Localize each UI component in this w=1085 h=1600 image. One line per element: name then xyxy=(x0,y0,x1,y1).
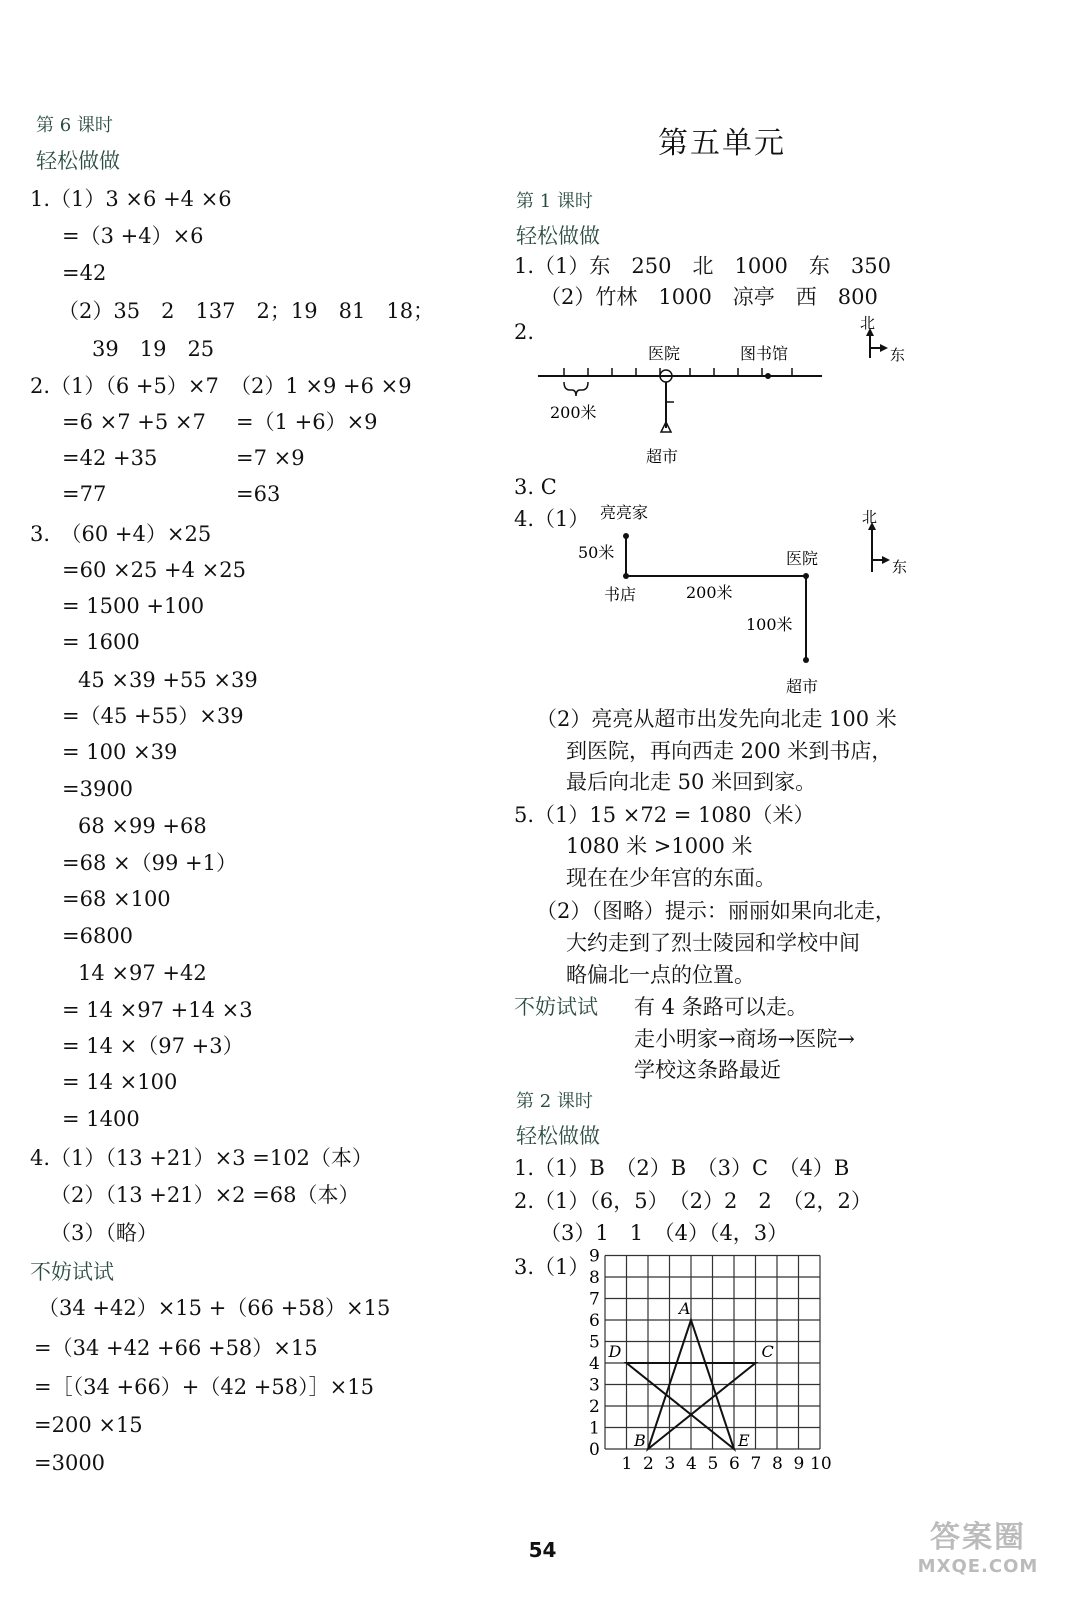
map2-d1: 50米 xyxy=(578,543,615,562)
try-title: 不妨试试 xyxy=(30,1260,114,1284)
point-label: A xyxy=(679,1299,691,1318)
r-try-line: 走小明家→商场→医院→ xyxy=(634,1027,855,1051)
unit-title: 第五单元 xyxy=(658,126,786,161)
q3-line: = 1500 +100 xyxy=(62,594,205,618)
map2-north: 北 xyxy=(862,508,878,526)
watermark-logo xyxy=(903,1520,1053,1578)
y-tick-label: 1 xyxy=(589,1418,600,1439)
q2-row-b: =7 ×9 xyxy=(236,446,305,470)
q3-line: =60 ×25 +4 ×25 xyxy=(62,558,246,582)
map2-d2: 200米 xyxy=(686,583,733,602)
lesson-title: 第 1 课时 xyxy=(516,191,593,212)
l2-q2-line: 2.（1）（6，5） （2）2 2 （2，2） xyxy=(514,1189,872,1213)
q3-line: 45 ×39 +55 ×39 xyxy=(78,668,258,692)
q1-line: （2）35 2 137 2；19 81 18； xyxy=(58,299,435,323)
map-diagram-1 xyxy=(530,310,930,470)
map2-bookstore: 书店 xyxy=(604,585,637,604)
map1-north: 北 xyxy=(860,314,876,332)
r-q4-2-line: 到医院，再向西走 200 米到书店， xyxy=(566,739,893,763)
section-title: 轻松做做 xyxy=(36,149,120,173)
lesson-title: 第 6 课时 xyxy=(36,115,113,136)
q3-line: 3. （60 +4）×25 xyxy=(30,522,212,546)
q4-line: （3）（略） xyxy=(50,1221,158,1245)
watermark-big: 答案圈 xyxy=(930,1520,1026,1555)
q3-line: 14 ×97 +42 xyxy=(78,961,207,985)
x-tick-label: 4 xyxy=(686,1454,697,1474)
try-line: =［（34 +66）+（42 +58）］×15 xyxy=(34,1375,374,1399)
q2-head-b: （2）1 ×9 +6 ×9 xyxy=(230,374,412,398)
x-tick-label: 6 xyxy=(729,1454,740,1474)
r-q1-line: （2）竹林 1000 凉亭 西 800 xyxy=(540,285,878,309)
map2-home: 亮亮家 xyxy=(600,503,649,522)
q3-line: 68 ×99 +68 xyxy=(78,814,207,838)
point-label: B xyxy=(634,1431,646,1450)
try-title: 不妨试试 xyxy=(514,995,598,1019)
r-q2-num: 2. xyxy=(514,320,535,344)
r-q4-2-line: （2）亮亮从超市出发先向北走 100 米 xyxy=(536,707,897,731)
map2-d3: 100米 xyxy=(746,615,793,634)
r-q5-line: 5.（1）15 ×72 = 1080（米） xyxy=(514,803,815,827)
q1-line: 1.（1）3 ×6 +4 ×6 xyxy=(30,187,232,211)
q2-row-b: =63 xyxy=(236,482,281,506)
q3-line: = 14 ×97 +14 ×3 xyxy=(62,998,253,1022)
q3-line: = 1400 xyxy=(62,1107,140,1131)
try-line: =（34 +42 +66 +58）×15 xyxy=(34,1336,318,1360)
map1-library: 图书馆 xyxy=(740,344,789,363)
x-tick-label: 8 xyxy=(772,1454,783,1474)
q3-line: = 14 ×100 xyxy=(62,1070,178,1094)
x-tick-label: 10 xyxy=(810,1454,832,1474)
lesson-title: 第 2 课时 xyxy=(516,1091,593,1112)
l2-q2-line: （3）1 1 （4）（4，3） xyxy=(540,1221,789,1245)
q2-row-a: =6 ×7 +5 ×7 xyxy=(62,410,206,434)
r-q5-line: 1080 米 >1000 米 xyxy=(566,834,753,858)
q3-line: =6800 xyxy=(62,924,134,948)
x-tick-label: 2 xyxy=(643,1454,654,1474)
q1-line: =（3 +4）×6 xyxy=(62,224,204,248)
q3-line: =3900 xyxy=(62,777,134,801)
watermark-small: MXQE.COM xyxy=(917,1556,1039,1577)
q2-row-b: =（1 +6）×9 xyxy=(236,410,378,434)
q3-line: = 14 ×（97 +3） xyxy=(62,1034,244,1058)
q4-line: （2）（13 +21）×2 =68（本） xyxy=(50,1183,360,1207)
r-q5-line: （2）（图略）提示：丽丽如果向北走， xyxy=(536,899,896,923)
x-tick-label: 9 xyxy=(793,1454,805,1474)
section-title: 轻松做做 xyxy=(516,1124,600,1148)
r-q5-line: 略偏北一点的位置。 xyxy=(566,963,755,987)
q1-line: 39 19 25 xyxy=(92,337,215,361)
y-tick-label: 3 xyxy=(589,1375,600,1396)
l2-q1: 1.（1）B （2）B （3）C （4）B xyxy=(514,1156,850,1180)
x-tick-label: 1 xyxy=(621,1454,633,1474)
section-title: 轻松做做 xyxy=(516,224,600,248)
point-label: D xyxy=(608,1342,622,1361)
y-tick-label: 0 xyxy=(589,1440,600,1460)
r-q1-line: 1.（1）东 250 北 1000 东 350 xyxy=(514,254,892,278)
y-tick-label: 8 xyxy=(589,1268,600,1288)
r-try-line: 学校这条路最近 xyxy=(634,1058,781,1082)
map2-market: 超市 xyxy=(786,677,819,696)
y-tick-label: 7 xyxy=(589,1289,600,1310)
map-diagram-2 xyxy=(570,500,950,700)
point-label: C xyxy=(761,1342,774,1361)
y-tick-label: 4 xyxy=(589,1354,600,1374)
try-line: =200 ×15 xyxy=(34,1413,143,1437)
l2-q3-num: 3.（1） xyxy=(514,1255,590,1279)
q4-line: 4.（1）（13 +21）×3 =102（本） xyxy=(30,1146,373,1170)
map1-hospital: 医院 xyxy=(648,344,681,363)
x-tick-label: 7 xyxy=(750,1454,762,1474)
point-label: E xyxy=(738,1431,750,1450)
x-tick-label: 5 xyxy=(707,1454,719,1474)
map1-scale: 200米 xyxy=(550,403,597,422)
map1-market: 超市 xyxy=(646,447,679,466)
r-q5-line: 大约走到了烈士陵园和学校中间 xyxy=(566,931,860,955)
x-tick-label: 3 xyxy=(664,1454,676,1474)
map2-hospital: 医院 xyxy=(786,549,819,568)
q2-row-a: =42 +35 xyxy=(62,446,158,470)
r-q3: 3. C xyxy=(514,475,557,499)
y-tick-label: 9 xyxy=(589,1246,600,1267)
try-line: （34 +42）×15 +（66 +58）×15 xyxy=(38,1296,391,1320)
map2-east: 东 xyxy=(892,558,908,576)
try-line: =3000 xyxy=(34,1451,106,1475)
coordinate-grid xyxy=(565,1244,835,1484)
page-number: 54 xyxy=(528,1538,557,1562)
y-tick-label: 5 xyxy=(589,1332,600,1353)
q3-line: =68 ×100 xyxy=(62,887,171,911)
map1-east: 东 xyxy=(890,346,906,364)
q3-line: =68 ×（99 +1） xyxy=(62,851,237,875)
r-q5-line: 现在在少年宫的东面。 xyxy=(566,866,776,890)
q1-line: =42 xyxy=(62,261,107,285)
q2-row-a: =77 xyxy=(62,482,107,506)
r-try-line: 有 4 条路可以走。 xyxy=(634,995,808,1019)
q3-line: = 100 ×39 xyxy=(62,740,178,764)
y-tick-label: 2 xyxy=(589,1397,600,1417)
r-q4-2-line: 最后向北走 50 米回到家。 xyxy=(566,770,817,794)
r-q4-num: 4.（1） xyxy=(514,507,590,531)
q3-line: =（45 +55）×39 xyxy=(62,704,244,728)
y-tick-label: 6 xyxy=(589,1311,600,1331)
q3-line: = 1600 xyxy=(62,630,140,654)
q2-head-a: 2.（1）（6 +5）×7 xyxy=(30,374,219,398)
